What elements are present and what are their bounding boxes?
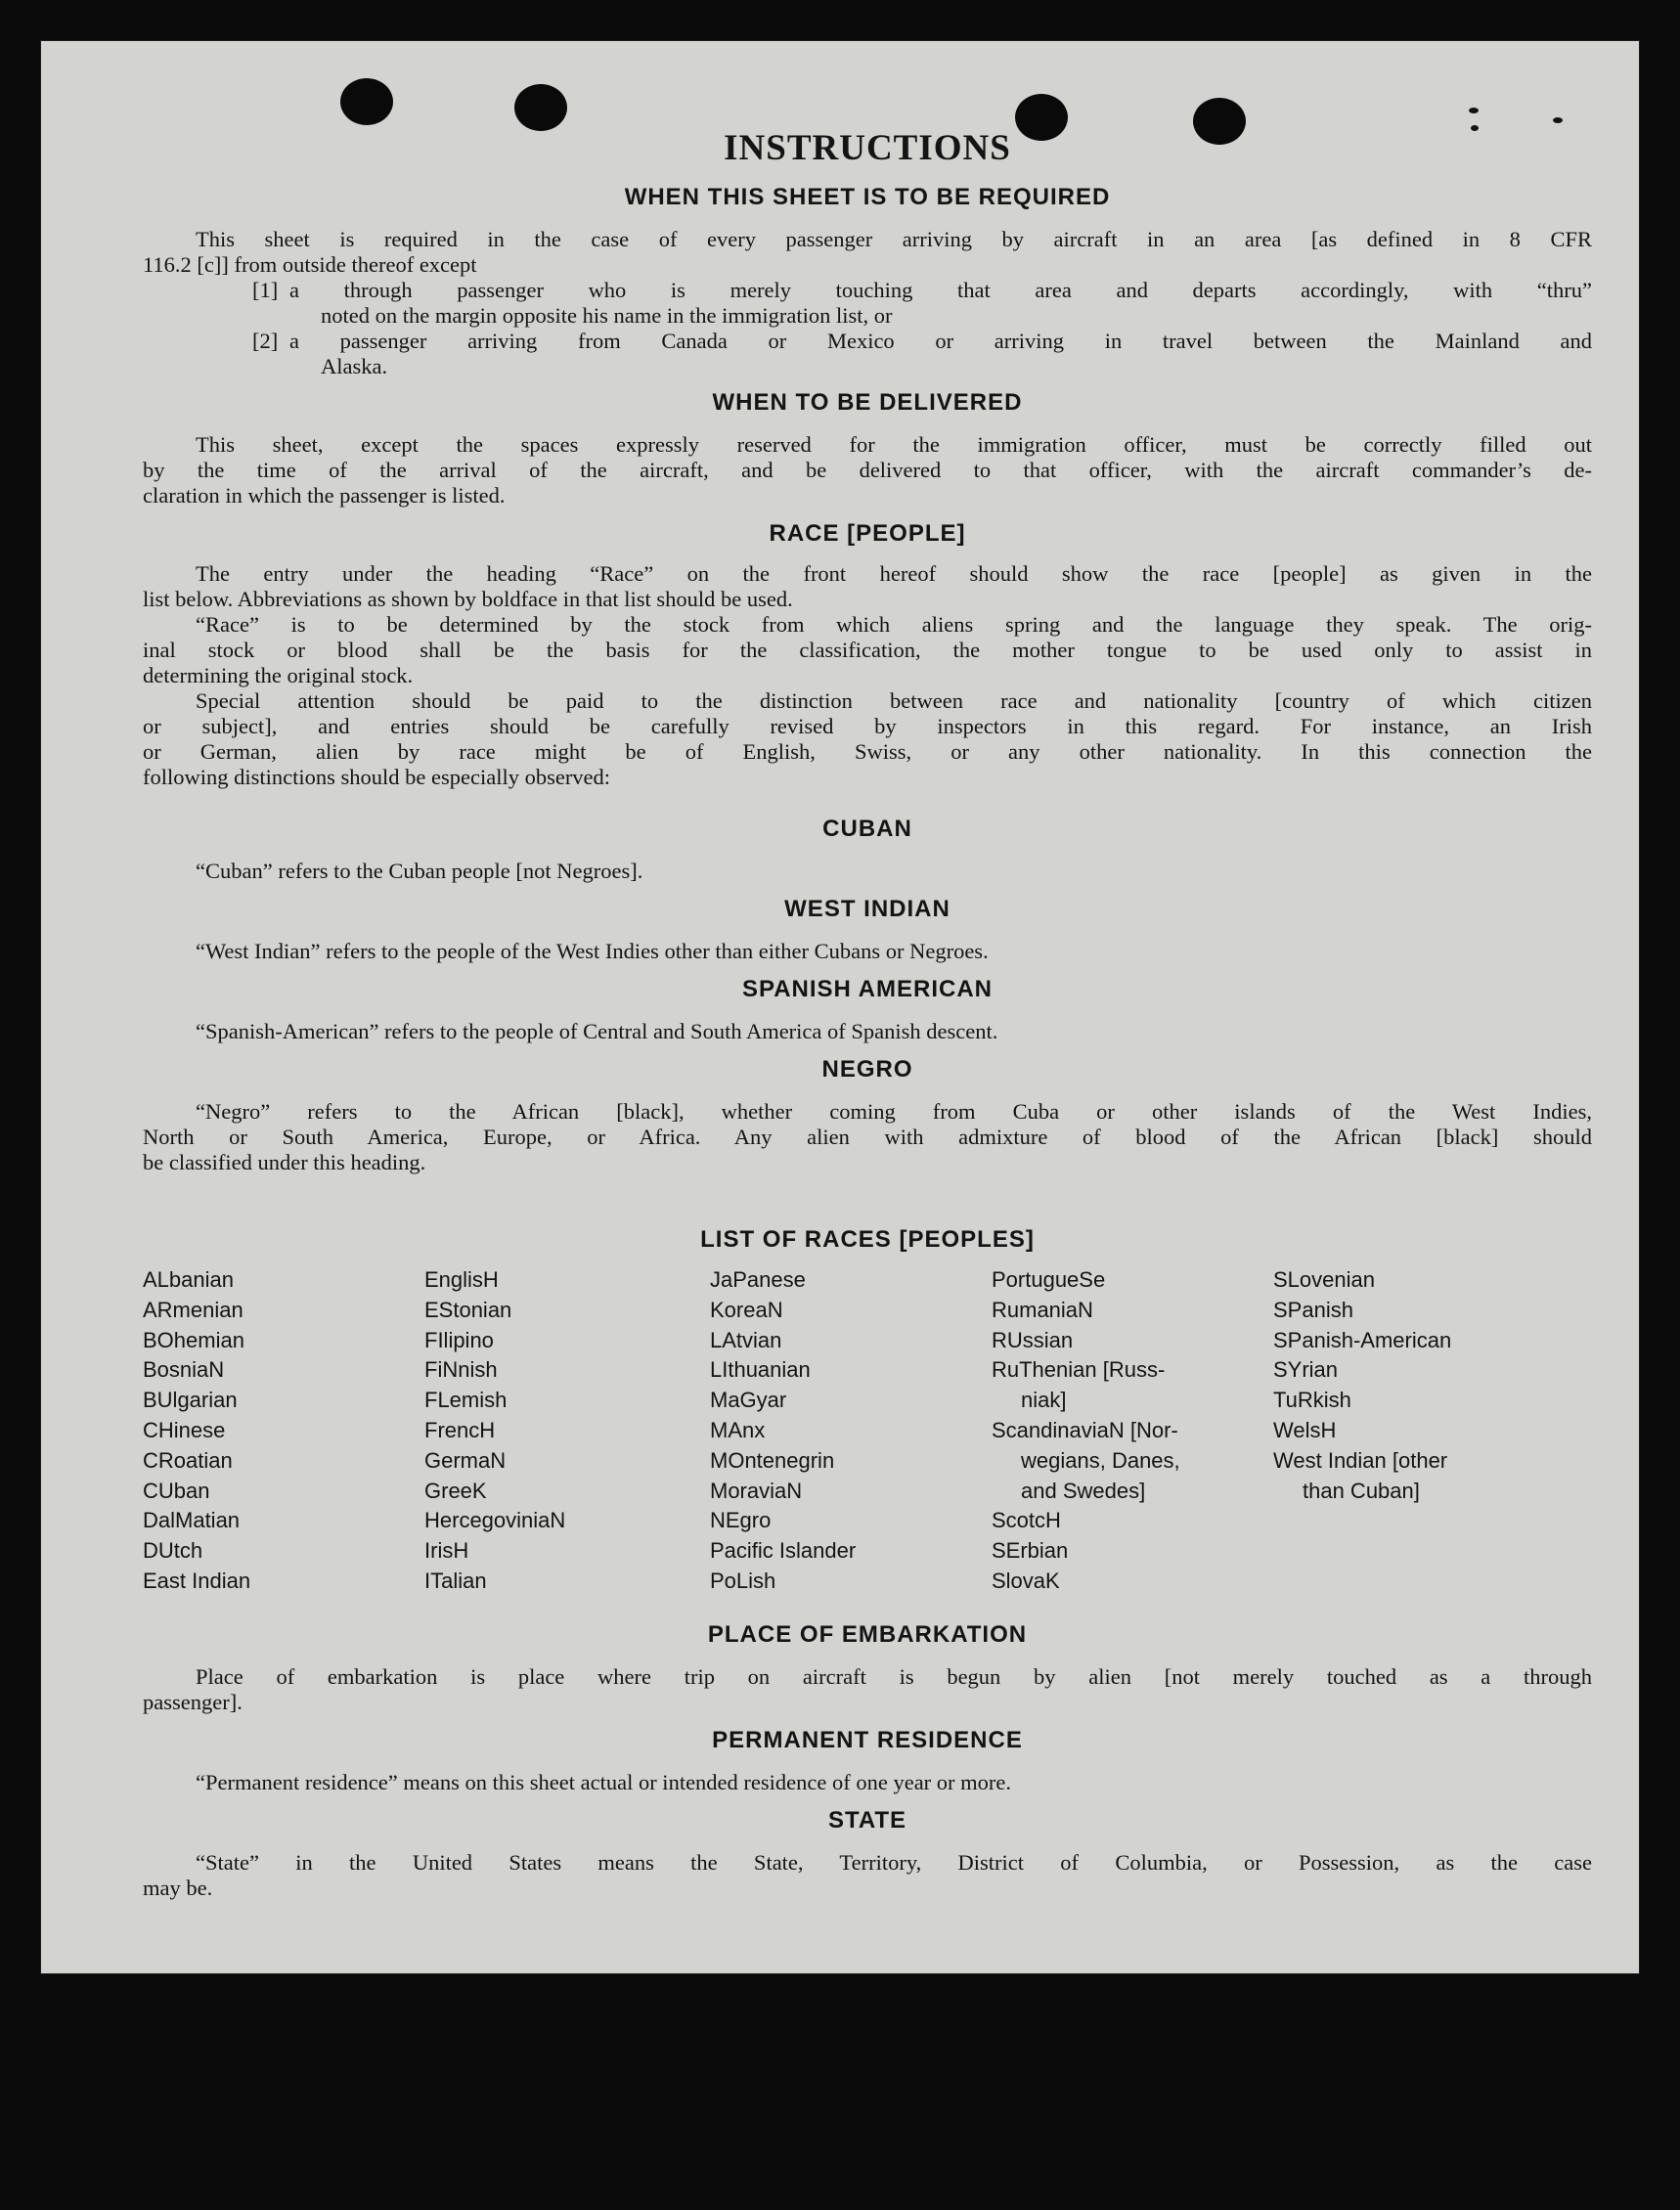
heading-spanish-american: SPANISH AMERICAN: [741, 976, 993, 1002]
race-column-1: [143, 1265, 250, 1597]
race-item: FIlipino: [424, 1327, 494, 1352]
heading-state: STATE: [827, 1807, 907, 1834]
heading-list: LIST OF RACES [PEOPLES]: [700, 1226, 1035, 1253]
paragraph-west-indian: “West Indian” refers to the people of the West Indies other than either Cubans or Negroes.: [196, 939, 989, 963]
text-line: passenger].: [143, 1690, 243, 1714]
text-line: determining the original stock.: [143, 663, 414, 687]
race-item: BUlgarian: [143, 1388, 238, 1413]
race-item: East Indian: [143, 1568, 251, 1593]
heading-embarkation: PLACE OF EMBARKATION: [707, 1621, 1028, 1648]
text-line: 116.2 [c]] from outside thereof except: [143, 252, 477, 277]
race-item: FLemish: [424, 1388, 508, 1413]
text-line: Special attention should be paid to the distinction between race and nationality [country of which citizen: [196, 688, 1592, 713]
heading-residence: PERMANENT RESIDENCE: [712, 1727, 1023, 1753]
race-item: HercegoviniaN: [424, 1508, 566, 1533]
text-line: or German, alien by race might be of English, Swiss, or any other nationality. In this connection the: [143, 739, 1592, 764]
race-item: DUtch: [143, 1538, 203, 1564]
text-line: claration in which the passenger is listed.: [143, 483, 506, 508]
race-item: BosniaN: [143, 1357, 225, 1383]
race-column-2: [424, 1265, 565, 1597]
text-line: This sheet is required in the case of every passenger arriving by aircraft in an area [as defined in 8 CFR: [196, 227, 1592, 251]
race-item: PoLish: [710, 1568, 776, 1593]
race-item: RUssian: [992, 1327, 1074, 1352]
race-column-5: [1273, 1265, 1451, 1506]
race-item: SYrian: [1273, 1357, 1339, 1383]
race-item: GreeK: [424, 1478, 487, 1503]
heading-cuban: CUBAN: [822, 816, 912, 842]
race-item: ALbanian: [143, 1267, 234, 1292]
race-item: ARmenian: [143, 1297, 243, 1322]
race-item: than Cuban]: [1303, 1478, 1420, 1503]
race-item: SLovenian: [1273, 1267, 1375, 1292]
race-item: KoreaN: [710, 1297, 783, 1322]
text-line: noted on the margin opposite his name in the immigration list, or: [321, 303, 893, 328]
text-line: a through passenger who is merely touching that area and departs accordingly, with “thru”: [289, 278, 1592, 302]
text-line: be classified under this heading.: [143, 1150, 426, 1174]
race-item: RumaniaN: [992, 1297, 1093, 1322]
paragraph-spanish-american: “Spanish-American” refers to the people of Central and South America of Spanish descent.: [196, 1019, 998, 1043]
race-item: SErbian: [992, 1538, 1069, 1564]
heading-race: RACE [PEOPLE]: [769, 520, 966, 547]
race-item: IrisH: [424, 1538, 469, 1564]
race-item: MAnx: [710, 1417, 766, 1442]
race-item: Pacific Islander: [710, 1538, 857, 1564]
text-line: or subject], and entries should be carefully revised by inspectors in this regard. For instance, an Irish: [143, 714, 1592, 738]
paragraph-race-2: [143, 612, 1592, 688]
race-item: LAtvian: [710, 1327, 782, 1352]
text-line: list below. Abbreviations as shown by boldface in that list should be used.: [143, 587, 793, 611]
heading-west-indian: WEST INDIAN: [784, 896, 951, 922]
paragraph-required: [143, 227, 1592, 278]
item-number: [1]: [252, 278, 279, 302]
text-line: “Negro” refers to the African [black], whether coming from Cuba or other islands of the West Indies,: [196, 1099, 1592, 1124]
race-item: SPanish-American: [1273, 1327, 1452, 1352]
race-column-4: [992, 1265, 1180, 1597]
race-item: TuRkish: [1273, 1388, 1351, 1413]
race-item: RuThenian [Russ-: [992, 1357, 1166, 1383]
race-item: CHinese: [143, 1417, 226, 1442]
race-item: and Swedes]: [1021, 1478, 1146, 1503]
text-line: North or South America, Europe, or Africa. Any alien with admixture of blood of the African [black] should: [143, 1125, 1592, 1149]
text-line: by the time of the arrival of the aircraft, and be delivered to that officer, with the aircraft commander’s de-: [143, 458, 1592, 482]
race-item: WelsH: [1273, 1417, 1337, 1442]
item-number: [2]: [252, 329, 279, 353]
race-item: CUban: [143, 1478, 210, 1503]
race-item: ScotcH: [992, 1508, 1061, 1533]
race-item: BOhemian: [143, 1327, 244, 1352]
text-line: a passenger arriving from Canada or Mexico or arriving in travel between the Mainland and: [289, 329, 1592, 353]
page-title: INSTRUCTIONS: [724, 128, 1011, 168]
paragraph-race-3: [143, 688, 1592, 790]
text-line: Place of embarkation is place where trip on aircraft is begun by alien [not merely touched as a through: [196, 1664, 1592, 1689]
race-item: EnglisH: [424, 1267, 499, 1292]
speck: [1553, 117, 1563, 123]
paragraph-delivered: [143, 432, 1592, 508]
race-item: NEgro: [710, 1508, 772, 1533]
race-item: MaGyar: [710, 1388, 787, 1413]
text-line: following distinctions should be especially observed:: [143, 765, 611, 789]
race-column-3: [710, 1265, 856, 1597]
race-item: ScandinaviaN [Nor-: [992, 1417, 1178, 1442]
race-item: MoraviaN: [710, 1478, 803, 1503]
paragraph-residence: “Permanent residence” means on this sheet actual or intended residence of one year or more.: [196, 1770, 1012, 1794]
text-line: “State” in the United States means the State, Territory, District of Columbia, or Possession, as the case: [196, 1850, 1592, 1875]
race-item: LIthuanian: [710, 1357, 811, 1383]
race-item: EStonian: [424, 1297, 512, 1322]
race-item: West Indian [other: [1273, 1447, 1448, 1473]
paragraph-state: [143, 1850, 1592, 1901]
paragraph-embarkation: [143, 1664, 1592, 1715]
race-item: GermaN: [424, 1447, 507, 1473]
race-item: MOntenegrin: [710, 1447, 835, 1473]
heading-negro: NEGRO: [821, 1056, 913, 1083]
race-item: niak]: [1021, 1388, 1067, 1413]
race-item: CRoatian: [143, 1447, 233, 1473]
race-item: DalMatian: [143, 1508, 241, 1533]
punch-hole: [340, 78, 393, 125]
paragraph-cuban: “Cuban” refers to the Cuban people [not Negroes].: [196, 859, 643, 883]
text-line: “Race” is to be determined by the stock from which aliens spring and the language they speak. The orig-: [196, 612, 1592, 637]
race-item: FiNnish: [424, 1357, 498, 1383]
paragraph-race-1: [143, 561, 1592, 612]
race-item: SPanish: [1273, 1297, 1353, 1322]
heading-required: WHEN THIS SHEET IS TO BE REQUIRED: [624, 184, 1111, 210]
race-item: ITalian: [424, 1568, 487, 1593]
heading-delivered: WHEN TO BE DELIVERED: [712, 389, 1023, 416]
race-item: wegians, Danes,: [1021, 1447, 1180, 1473]
instruction-sheet: [41, 41, 1639, 1973]
text-line: The entry under the heading “Race” on the front hereof should show the race [people] as given in the: [196, 561, 1592, 586]
text-line: Alaska.: [321, 354, 388, 378]
punch-hole: [514, 84, 567, 131]
text-line: inal stock or blood shall be the basis for the classification, the mother tongue to be used only to assist in: [143, 638, 1592, 662]
race-item: PortugueSe: [992, 1267, 1106, 1292]
race-item: FrencH: [424, 1417, 496, 1442]
text-line: This sheet, except the spaces expressly reserved for the immigration officer, must be correctly filled out: [196, 432, 1592, 457]
speck: [1469, 108, 1479, 113]
text-line: may be.: [143, 1876, 213, 1900]
paragraph-negro: [143, 1099, 1592, 1175]
race-item: JaPanese: [710, 1267, 806, 1292]
race-item: SlovaK: [992, 1568, 1060, 1593]
